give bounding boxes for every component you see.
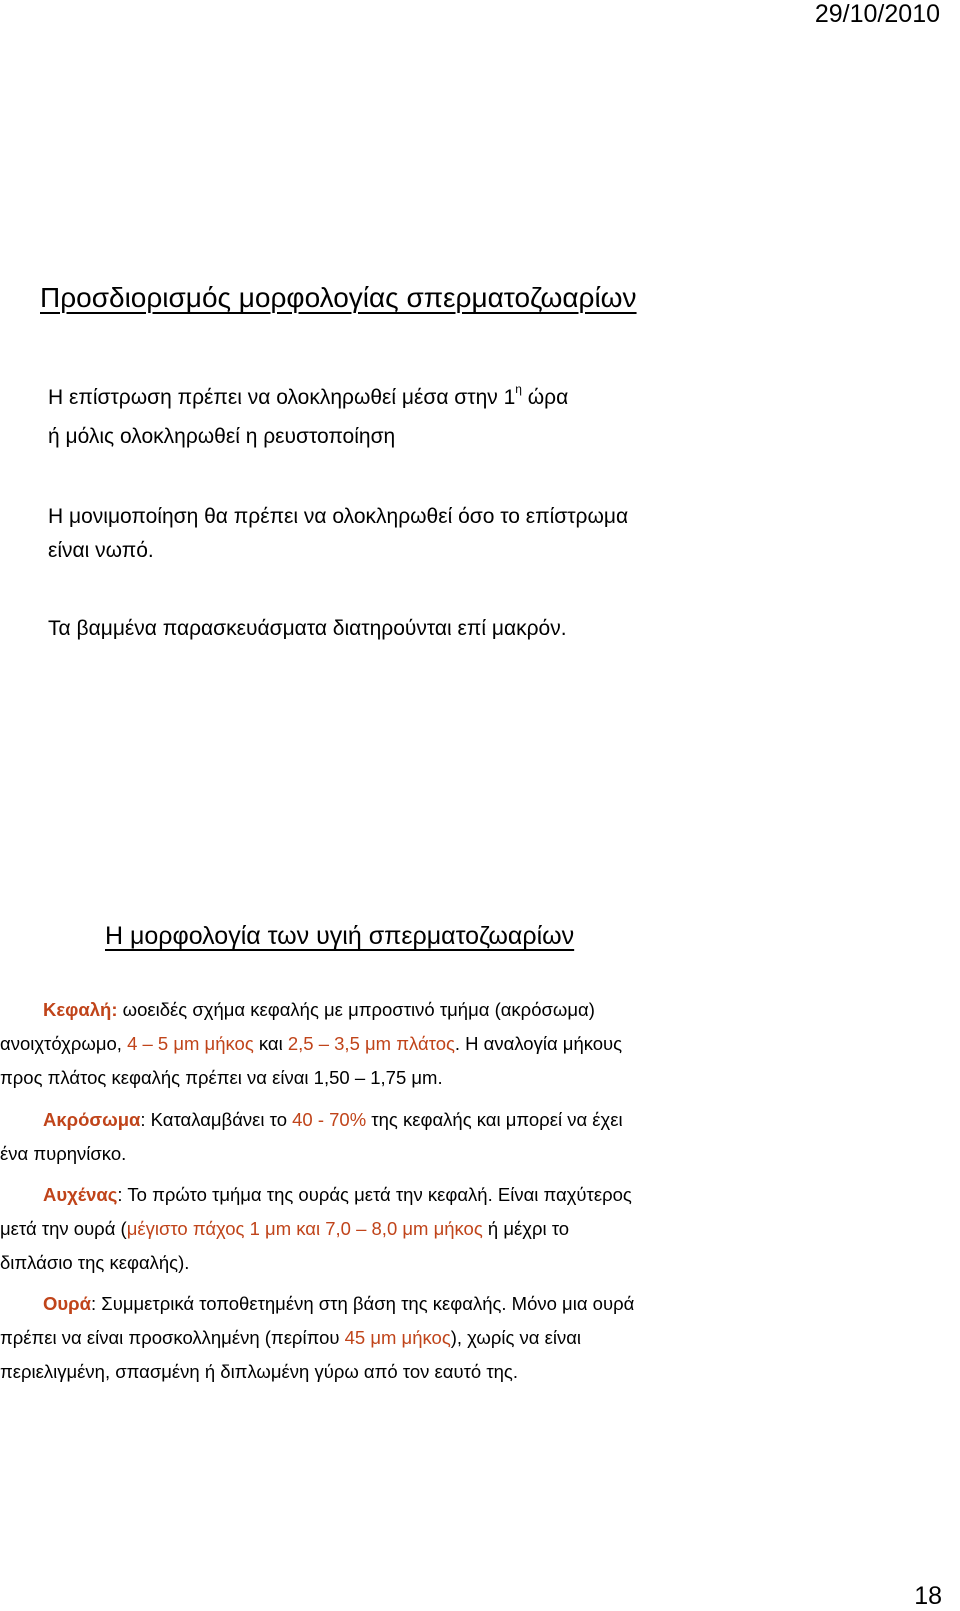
highlight-length: 4 – 5 μm μήκος bbox=[127, 1033, 254, 1054]
highlight-tail-length: 45 μm μήκος bbox=[344, 1327, 451, 1348]
text-span: της κεφαλής και μπορεί να έχει bbox=[366, 1109, 623, 1130]
text-span: : Το πρώτο τμήμα της ουράς μετά την κεφαλή. Είναι παχύτερος bbox=[117, 1184, 632, 1205]
text-line bbox=[48, 382, 569, 410]
text-span: μετά την ουρά ( bbox=[0, 1218, 127, 1239]
text-span: ωοειδές σχήμα κεφαλής με μπροστινό τμήμα (ακρόσωμα) bbox=[117, 999, 595, 1020]
paragraph-line bbox=[0, 1327, 581, 1349]
paragraph-line bbox=[43, 1293, 634, 1315]
highlight-neck-size: μέγιστο πάχος 1 μm και 7,0 – 8,0 μm μήκος bbox=[126, 1218, 483, 1239]
paragraph-line bbox=[43, 1109, 623, 1131]
section-title-morphology: Προσδιορισμός μορφολογίας σπερματοζωαρίων bbox=[40, 282, 637, 313]
superscript: η bbox=[515, 382, 522, 396]
paragraph-line: ένα πυρηνίσκο. bbox=[0, 1143, 127, 1164]
text-span: ανοιχτόχρωμο, bbox=[0, 1033, 128, 1054]
text-line: ή μόλις ολοκληρωθεί η ρευστοποίηση bbox=[48, 425, 396, 448]
text-span: Η επίστρωση πρέπει να ολοκληρωθεί μέσα στην 1 bbox=[48, 386, 516, 409]
text-line: είναι νωπό. bbox=[48, 539, 154, 562]
text-span: : Συμμετρικά τοποθετημένη στη βάση της κεφαλής. Μόνο μια ουρά bbox=[90, 1293, 635, 1314]
text-line: Τα βαμμένα παρασκευάσματα διατηρούνται επί μακρόν. bbox=[48, 617, 567, 640]
text-span: πρέπει να είναι προσκολλημένη (περίπου bbox=[0, 1327, 345, 1348]
paragraph-line bbox=[43, 1184, 632, 1206]
paragraph-line bbox=[0, 1218, 569, 1240]
date-header: 29/10/2010 bbox=[814, 0, 940, 28]
paragraph-line: διπλάσιο της κεφαλής). bbox=[0, 1252, 190, 1273]
page-number: 18 bbox=[914, 1582, 942, 1610]
text-span: ώρα bbox=[521, 386, 569, 409]
term-tail: Ουρά bbox=[43, 1293, 91, 1314]
text-span: ), χωρίς να είναι bbox=[450, 1327, 582, 1348]
text-span: ή μέχρι το bbox=[482, 1218, 570, 1239]
text-span: . Η αναλογία μήκους bbox=[454, 1033, 623, 1054]
highlight-percent: 40 - 70% bbox=[292, 1109, 367, 1130]
highlight-width: 2,5 – 3,5 μm πλάτος bbox=[287, 1033, 455, 1054]
term-acrosome: Ακρόσωμα bbox=[43, 1109, 141, 1130]
paragraph-line: περιελιγμένη, σπασμένη ή διπλωμένη γύρω από τον εαυτό της. bbox=[0, 1361, 518, 1382]
paragraph-line bbox=[43, 999, 595, 1021]
term-head: Κεφαλή: bbox=[43, 999, 118, 1020]
term-neck: Αυχένας bbox=[43, 1184, 118, 1205]
text-span: : Καταλαμβάνει το bbox=[140, 1109, 293, 1130]
text-line: Η μονιμοποίηση θα πρέπει να ολοκληρωθεί όσο το επίστρωμα bbox=[48, 505, 629, 528]
paragraph-line bbox=[0, 1033, 622, 1055]
section-title-healthy-morphology: Η μορφολογία των υγιή σπερματοζωαρίων bbox=[105, 922, 575, 950]
text-span: και bbox=[253, 1033, 288, 1054]
paragraph-line: προς πλάτος κεφαλής πρέπει να είναι 1,50 – 1,75 μm. bbox=[0, 1067, 443, 1088]
